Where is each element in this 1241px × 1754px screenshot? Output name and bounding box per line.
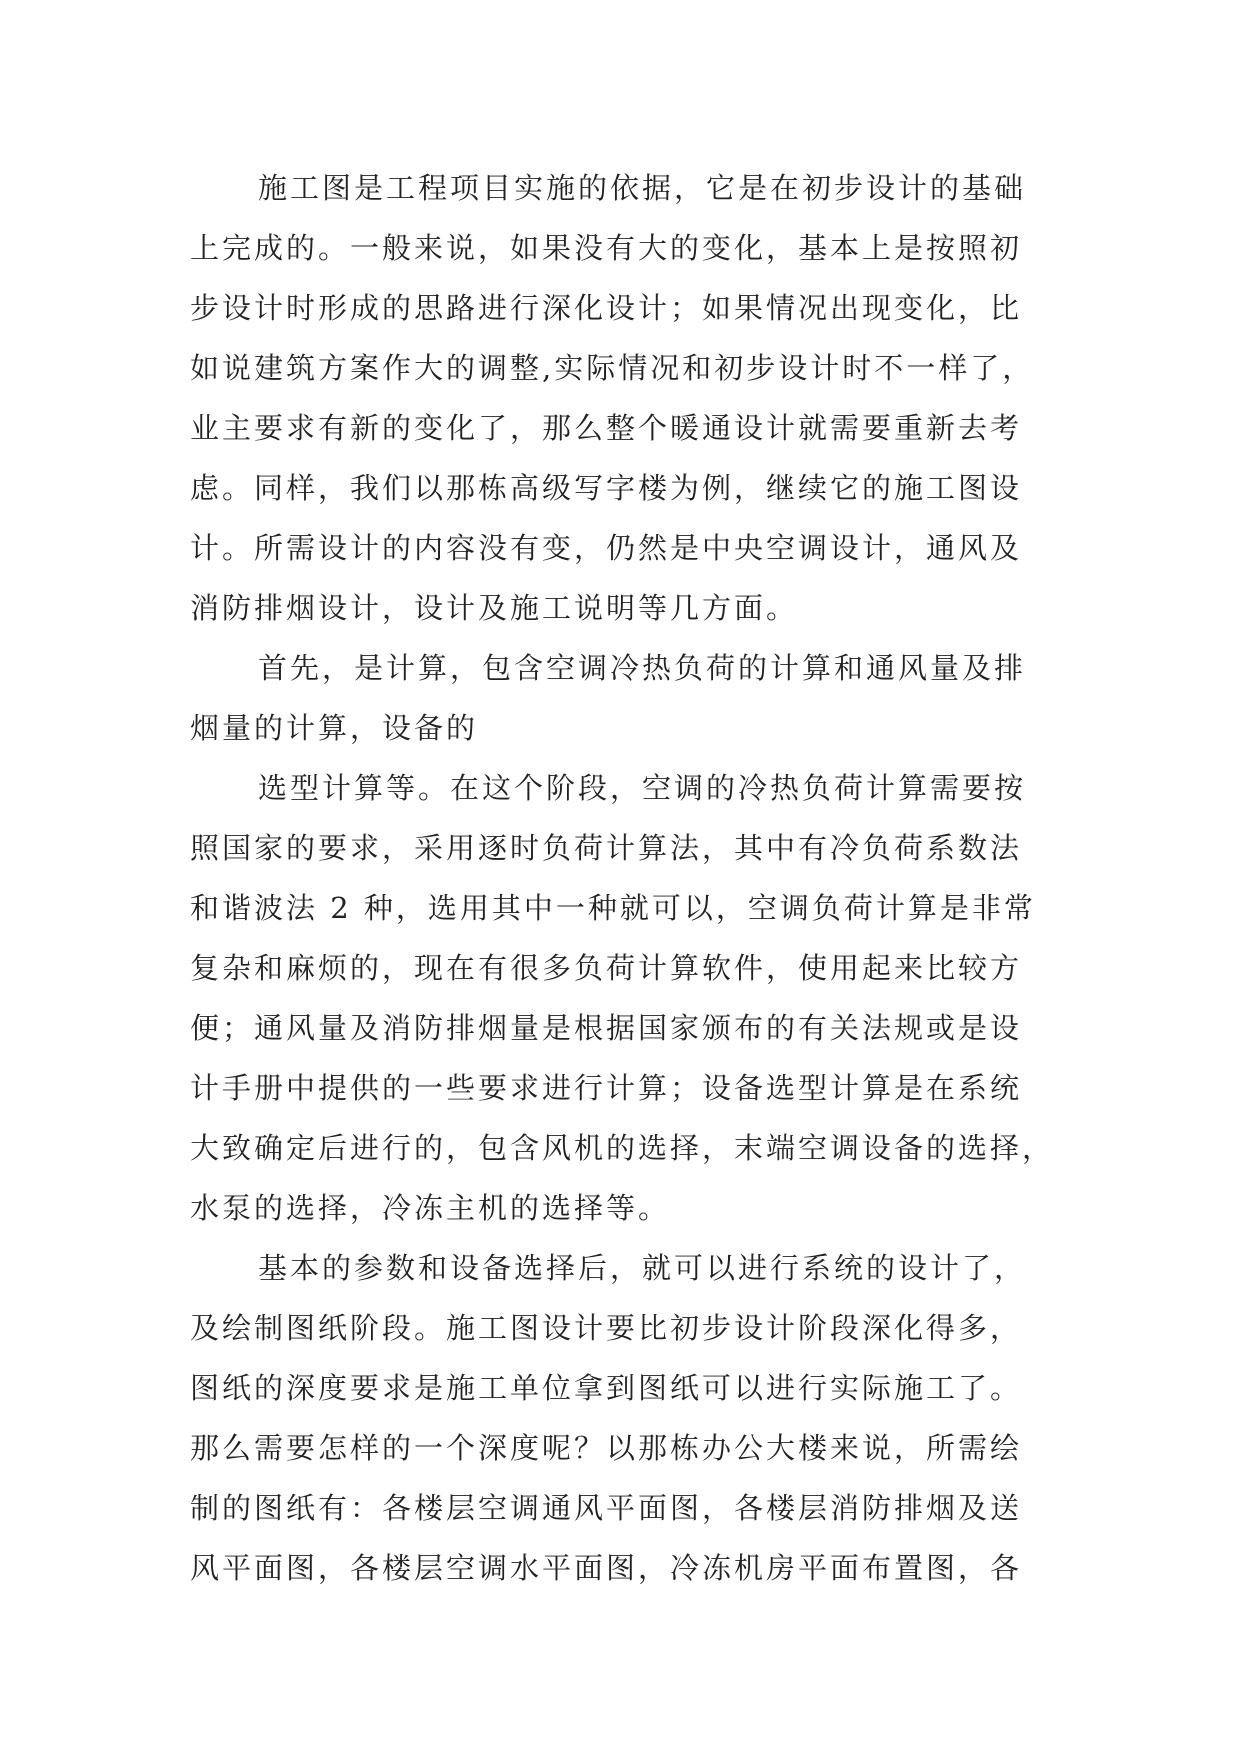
text-line: 基本的参数和设备选择后，就可以进行系统的设计了， [258, 1251, 1027, 1285]
text-line: 虑。同样，我们以那栋高级写字楼为例，继续它的施工图设 [190, 471, 1023, 505]
text-line: 步设计时形成的思路进行深化设计；如果情况出现变化，比 [190, 291, 1023, 325]
text-line: 复杂和麻烦的，现在有很多负荷计算软件，使用起来比较方 [190, 951, 1023, 985]
text-line: 上完成的。一般来说，如果没有大的变化，基本上是按照初 [190, 231, 1023, 265]
text-line: 图纸的深度要求是施工单位拿到图纸可以进行实际施工了。 [190, 1371, 1023, 1405]
text-line: 便；通风量及消防排烟量是根据国家颁布的有关法规或是设 [190, 1011, 1023, 1045]
text-line: 烟量的计算，设备的 [190, 711, 479, 745]
text-line: 业主要求有新的变化了，那么整个暖通设计就需要重新去考 [190, 411, 1023, 445]
text-line: 首先，是计算，包含空调冷热负荷的计算和通风量及排 [258, 651, 1027, 685]
body-text [190, 158, 1060, 1598]
text-line: 消防排烟设计，设计及施工说明等几方面。 [190, 591, 799, 625]
text-line: 照国家的要求，采用逐时负荷计算法，其中有冷负荷系数法 [190, 831, 1023, 865]
text-line: 那么需要怎样的一个深度呢？以那栋办公大楼来说，所需绘 [190, 1431, 1023, 1465]
text-line: 风平面图，各楼层空调水平面图，冷冻机房平面布置图，各 [190, 1551, 1023, 1585]
text-line: 施工图是工程项目实施的依据，它是在初步设计的基础 [258, 171, 1027, 205]
text-line: 选型计算等。在这个阶段，空调的冷热负荷计算需要按 [258, 771, 1027, 805]
text-line: 如说建筑方案作大的调整,实际情况和初步设计时不一样了， [190, 351, 1035, 385]
text-line: 计。所需设计的内容没有变，仍然是中央空调设计，通风及 [190, 531, 1023, 565]
text-line: 制的图纸有：各楼层空调通风平面图，各楼层消防排烟及送 [190, 1491, 1023, 1525]
text-line: 和谐波法 2 种，选用其中一种就可以，空调负荷计算是非常 [190, 891, 1036, 925]
text-line: 及绘制图纸阶段。施工图设计要比初步设计阶段深化得多， [190, 1311, 1023, 1345]
text-line: 大致确定后进行的，包含风机的选择，末端空调设备的选择， [190, 1131, 1055, 1165]
text-line: 计手册中提供的一些要求进行计算；设备选型计算是在系统 [190, 1071, 1023, 1105]
text-line: 水泵的选择，冷冻主机的选择等。 [190, 1191, 671, 1225]
